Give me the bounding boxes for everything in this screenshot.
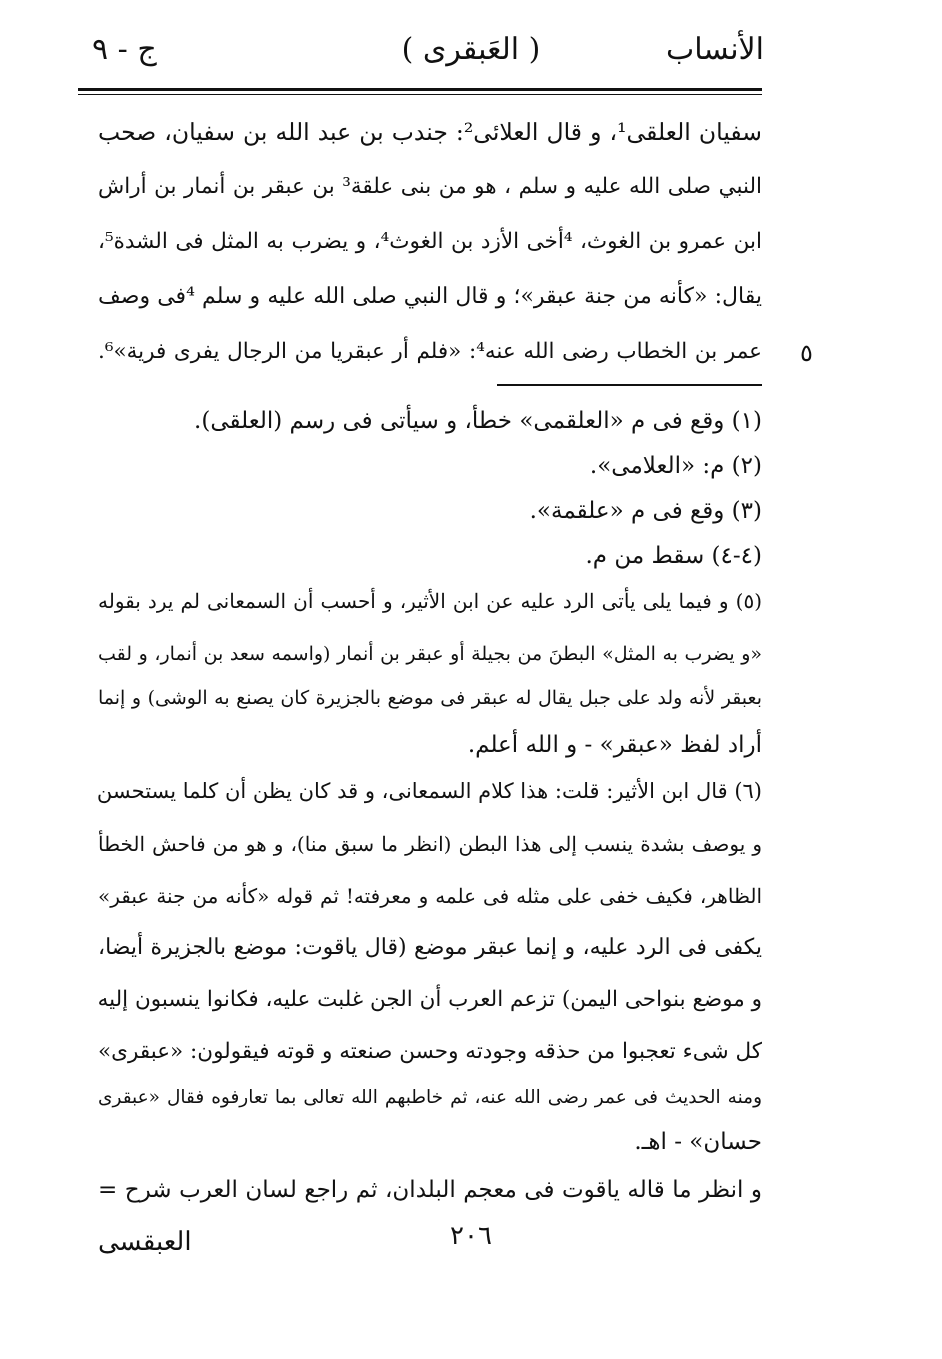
- footnote-line: و يوصف بشدة ينسب إلى هذا البطن (انظر ما سبق منا)، و هو من فاحش الخطأ: [98, 832, 762, 856]
- catchword: العبقسى: [98, 1227, 192, 1257]
- footnote-line: يكفى فى الرد عليه، و إنما عبقر موضع (قال ياقوت: موضع بالجزيرة أيضا،: [98, 935, 762, 960]
- footnote-line: (٢) م: «العلامى».: [589, 453, 762, 479]
- footnote-line: (١) وقع فى م «العلقمى» خطأ، و سيأتى فى رسم (العلقى).: [194, 408, 762, 434]
- body-line: عمر بن الخطاب رضى الله عنه⁴: «فلم أر عبقريا من الرجال يفرى فرية»⁶.: [98, 339, 763, 364]
- footnote-line: (٤-٤) سقط من م.: [585, 543, 762, 569]
- footnote-separator: [497, 384, 762, 386]
- footnote-line: «و يضرب به المثل» البطنَ من بجيلة أو عبقر بن أنمار (واسمه سعد بن أنمار، و لقب: [98, 643, 762, 665]
- footnote-line: الظاهر، فكيف خفى على مثله فى علمه و معرفته! ثم قوله «كأنه من جنة عبقر»: [98, 884, 762, 908]
- header-entry-title: ( العَبقرى ): [401, 32, 541, 67]
- footnote-line: حسان» - اهـ.: [634, 1129, 762, 1155]
- footnote-line: (٦) قال ابن الأثير: قلت: هذا كلام السمعانى، و قد كان يظن أن كلما يستحسن: [96, 779, 762, 803]
- header-rule-thick: [78, 88, 762, 91]
- footnote-line: (٥) و فيما يلى يأتى الرد عليه عن ابن الأثير، و أحسب أن السمعانى لم يرد بقوله: [98, 589, 762, 613]
- footnote-line: و انظر ما قاله ياقوت فى معجم البلدان، ثم راجع لسان العرب شرح =: [98, 1177, 762, 1203]
- header-rule-thin: [78, 94, 762, 95]
- footnote-line: كل شىء تعجبوا من حذقه وجودته وحسن صنعته و قوته فيقولون: «عبقرى»: [98, 1039, 762, 1064]
- footnote-line: أراد لفظ «عبقر» - و الله أعلم.: [467, 732, 762, 758]
- body-line: النبي صلى الله عليه و سلم ، هو من بنى علقة³ بن عبقر بن أنمار بن أراش: [98, 174, 762, 199]
- body-line: يقال: «كأنه من جنة عبقر»؛ و قال النبي صلى الله عليه و سلم ⁴فى وصف: [98, 284, 762, 309]
- header-section-title: الأنساب: [666, 32, 764, 67]
- body-line: ابن عمرو بن الغوث، ⁴أخى الأزد بن الغوث⁴، و يضرب به المثل فى الشدة⁵،: [98, 229, 762, 254]
- header-volume: ج - ٩: [92, 32, 157, 67]
- body-line: سفيان العلقى¹، و قال العلائى²: جندب بن عبد الله بن سفيان، صحب: [98, 118, 763, 146]
- footnote-line: (٣) وقع فى م «علقمة».: [529, 498, 762, 524]
- footnote-line: بعبقر لأنه ولد على جبل يقال له عبقر فى موضع بالجزيرة كان يصنع به الوشى) و إنما: [98, 687, 762, 709]
- footnote-line: ومنه الحديث فى عمر رضى الله عنه، ثم خاطبهم الله تعالى بما تعارفوه فقال «عبقرى: [98, 1087, 762, 1108]
- footnote-line: و موضع بنواحى اليمن) تزعم العرب أن الجن غلبت عليه، فكانوا ينسبون إليه: [97, 987, 762, 1012]
- page-number: ٢٠٦: [450, 1221, 492, 1251]
- line-number: ٥: [800, 339, 813, 367]
